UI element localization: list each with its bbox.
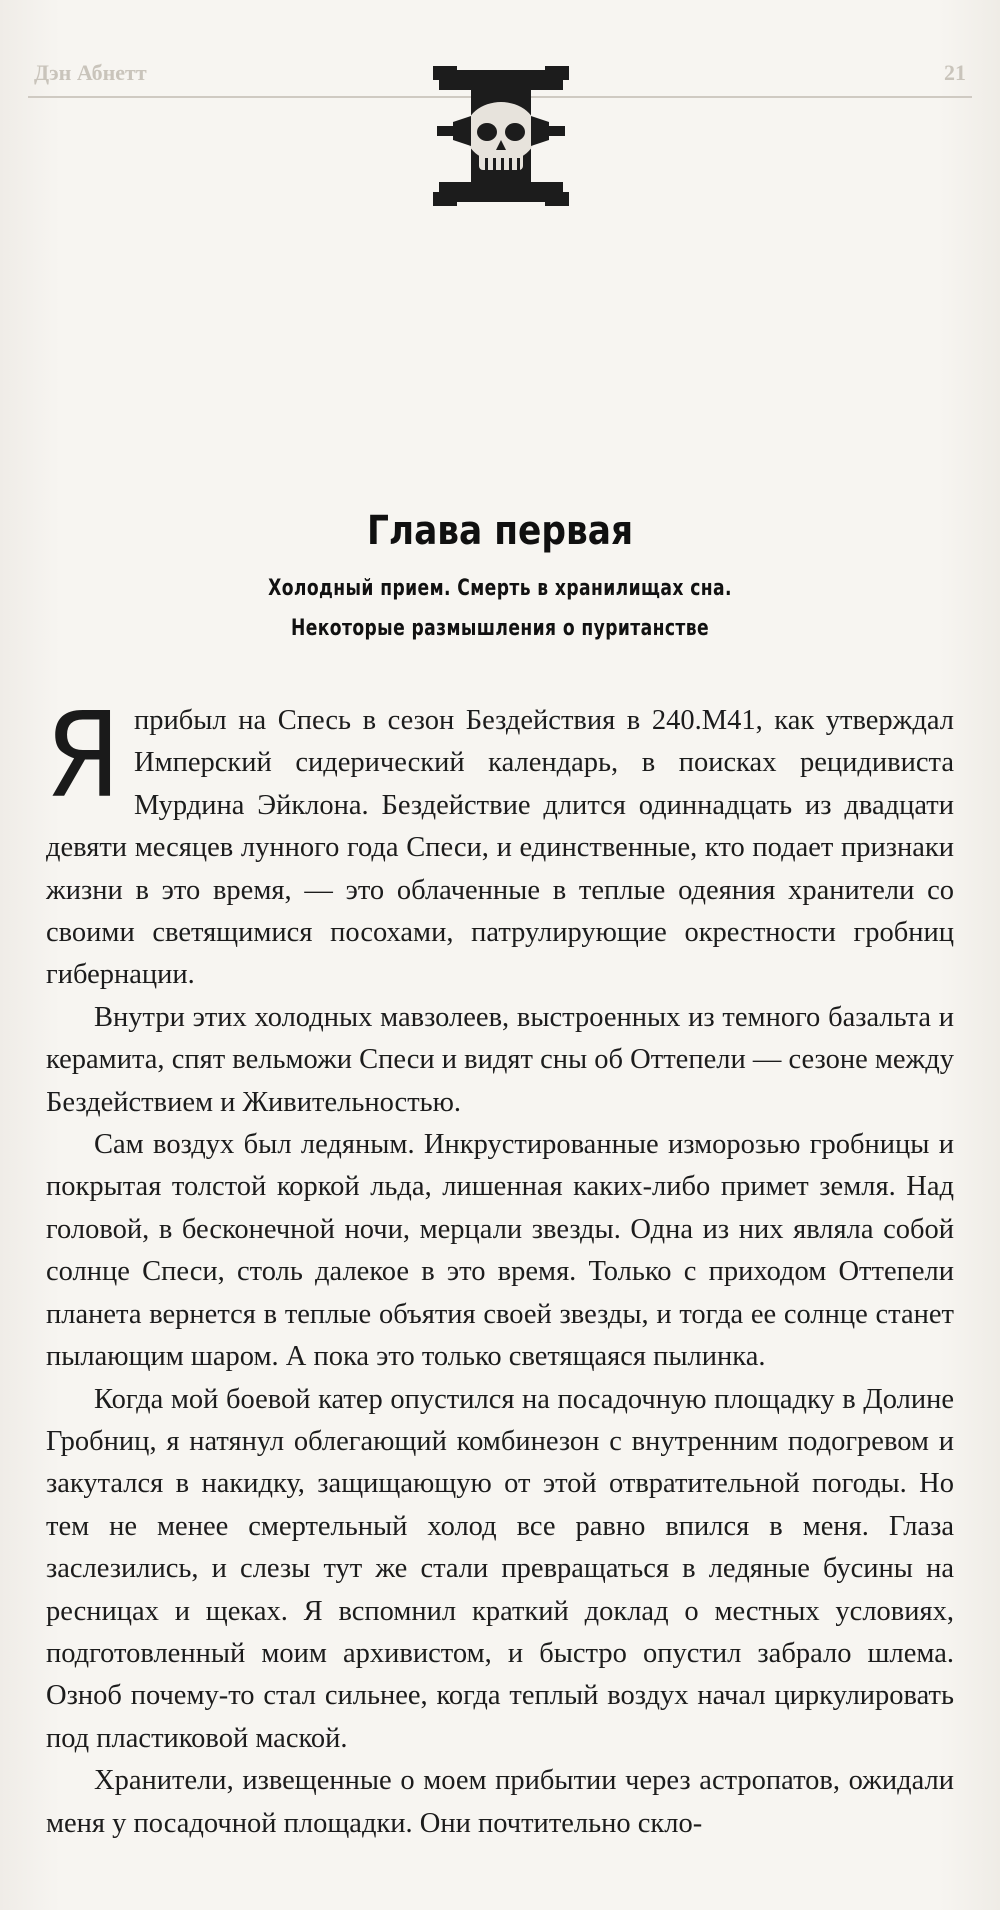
- chapter-subtitle-line1: Холодный прием. Смерть в хранилищах сна.: [268, 576, 732, 601]
- running-head-page-number: 21: [944, 60, 966, 85]
- chapter-emblem-skull-icon: [433, 66, 569, 206]
- paragraph-4: Когда мой боевой катер опустился на посадочную площадку в Долине Гробниц, я натянул облегающий комбинезон с внутренним подогревом и закутался в накидку, защищающую от этой отвратительной погоды. Но тем не менее смертельный холод все равно впился в меня. Глаза заслезились, и слезы тут же стали превращаться в ледяные бусины на ресницах и щеках. Я вспомнил краткий доклад о местных условиях, подготовленный моим архивистом, и быстро опустил забрало шлема. Озноб почему-то стал сильнее, когда теплый воздух начал циркулировать под пластиковой маской.: [46, 1383, 954, 1754]
- drop-cap: Я: [45, 686, 121, 824]
- paragraph-2: Внутри этих холодных мавзолеев, выстроенных из темного базальта и керамита, спят вельможи Спеси и видят сны об Оттепели — сезоне между Бездействием и Живительностью.: [46, 1001, 954, 1118]
- chapter-title: Глава первая: [366, 508, 634, 554]
- chapter-subtitle-line2: Некоторые размышления о пуританстве: [290, 616, 710, 641]
- running-head-author: Дэн Абнетт: [34, 60, 147, 85]
- paragraph-3: Сам воздух был ледяным. Инкрустированные изморозью гробницы и покрытая толстой коркой льда, лишенная каких-либо примет земля. Над головой, в бесконечной ночи, мерцали звезды. Одна из них являла собой солнце Спеси, столь далекое в это время. Только с приходом Оттепели планета вернется в теплые объятия своей звезды, и тогда ее солнце станет пылающим шаром. А пока это только светящаяся пылинка.: [46, 1129, 954, 1373]
- paragraph-1-text: прибыл на Спесь в сезон Бездействия в 240.M41, как утверждал Имперский сидерический календарь, в поисках рецидивиста Мурдина Эйклона. Бездействие длится одиннадцать из двадцати девяти месяцев лунного года Спеси, и единственные, кто подает признаки жизни в это время, — это облаченные в теплые одеяния хранители со своими светящимися посохами, патрулирующие окрестности гробниц гибернации.: [46, 705, 954, 991]
- paragraph-1: [45, 686, 954, 997]
- paragraph-5: Хранители, извещенные о моем прибытии через астропатов, ожидали меня у посадочной площадки. Они почтительно скло-: [46, 1765, 954, 1839]
- chapter-body: [45, 686, 954, 1845]
